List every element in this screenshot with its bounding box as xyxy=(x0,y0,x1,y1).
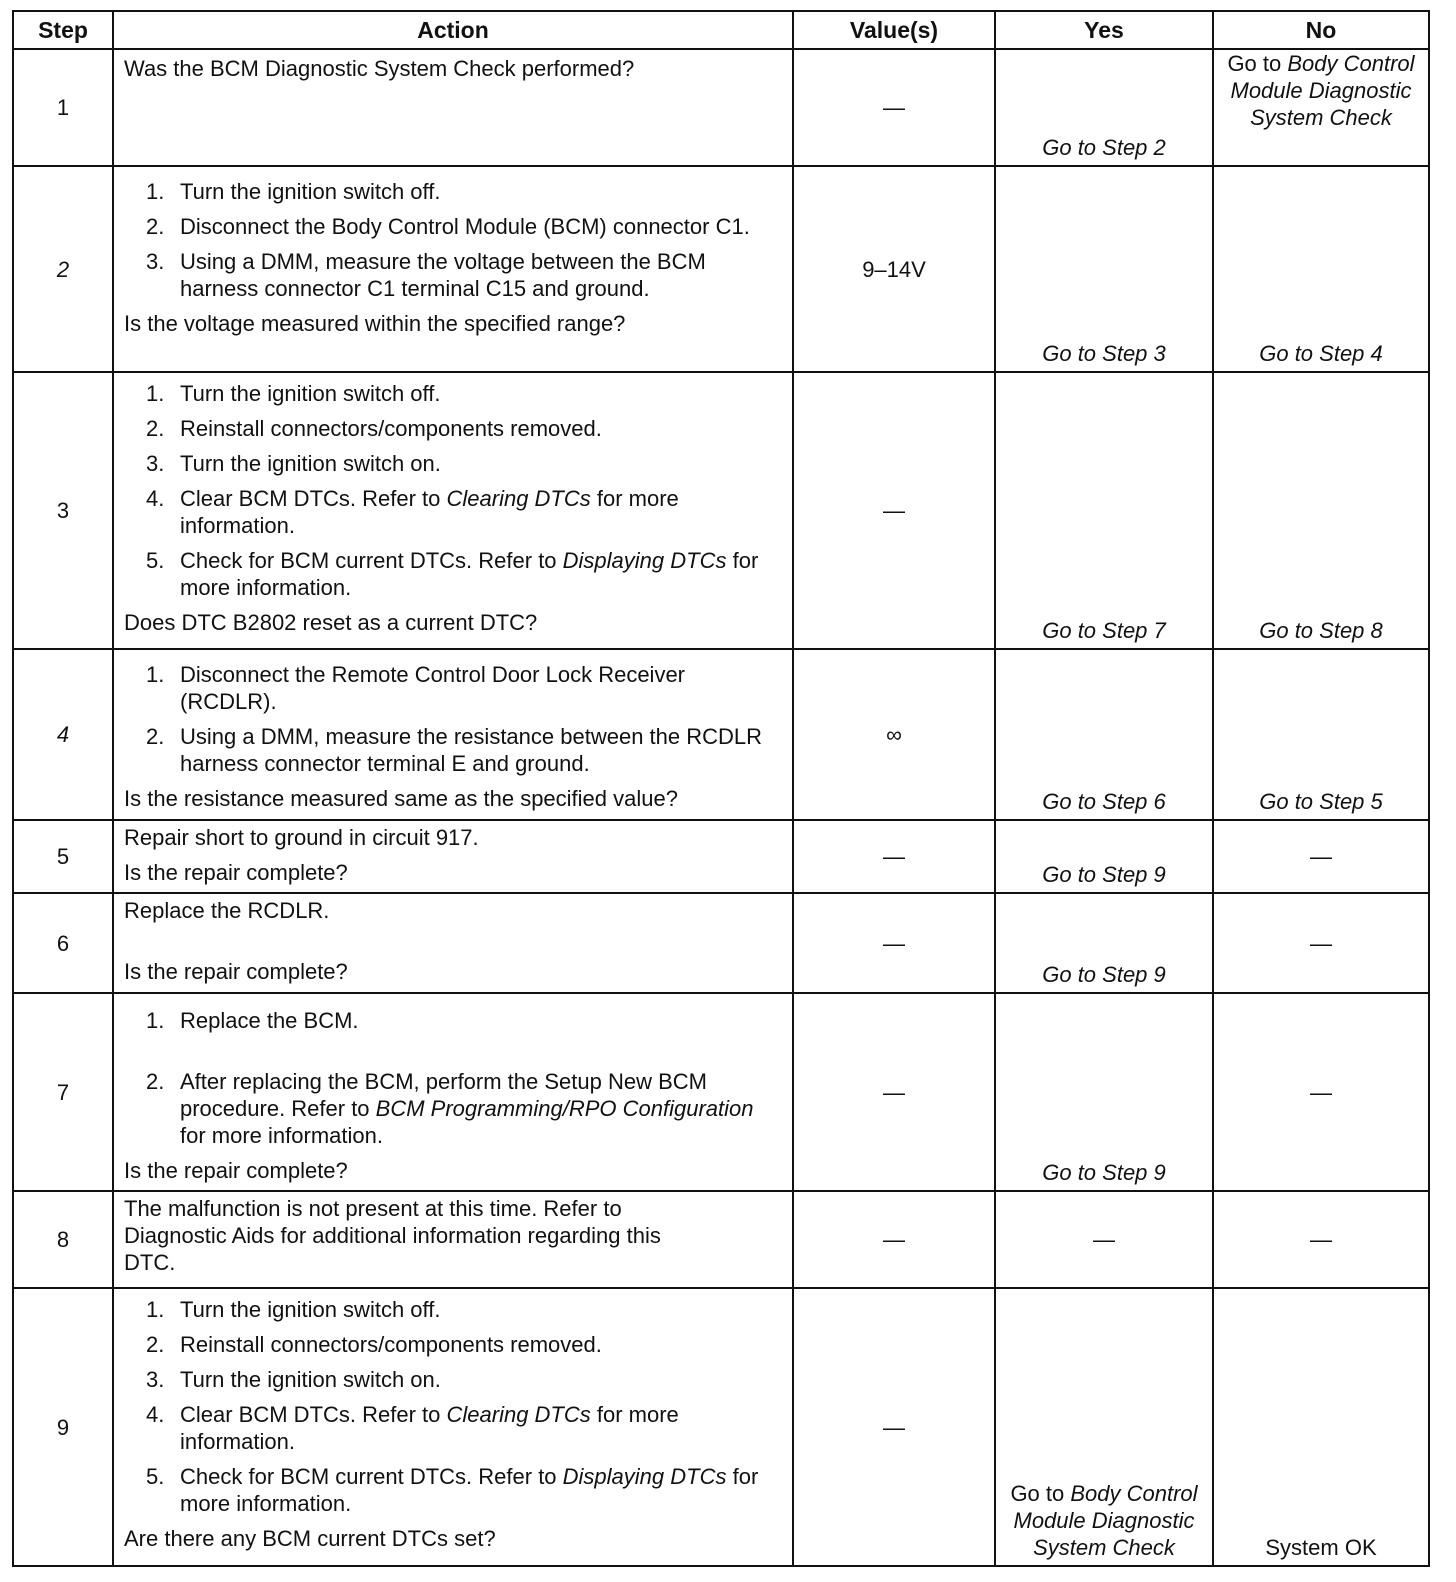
action-cell xyxy=(113,649,793,820)
yes-cell: Go to Step 7 xyxy=(995,372,1213,649)
no-cell: Go to Step 5 xyxy=(1213,649,1429,820)
table-row xyxy=(13,1191,1429,1288)
no-cell: — xyxy=(1213,1191,1429,1288)
yes-cell xyxy=(995,1288,1213,1566)
header-row xyxy=(13,11,1429,49)
yes-cell: Go to Step 3 xyxy=(995,166,1213,372)
list-item: 5. Check for BCM current DTCs. Refer to Displaying DTCs for more information. xyxy=(146,548,759,600)
list-item: 4. Clear BCM DTCs. Refer to Clearing DTCs for more information. xyxy=(146,486,679,538)
question-text: Is the resistance measured same as the specified value? xyxy=(124,786,678,811)
list-item: 2. Using a DMM, measure the resistance between the RCDLR harness connector terminal E and ground. xyxy=(146,724,763,776)
action-text: Was the BCM Diagnostic System Check performed? xyxy=(124,56,635,81)
list-item: 1. Disconnect the Remote Control Door Lock Receiver (RCDLR). xyxy=(146,662,686,714)
action-text: Replace the RCDLR. xyxy=(124,898,330,923)
list-item: 2. Reinstall connectors/components removed. xyxy=(146,1332,602,1357)
list-item: 3. Turn the ignition switch on. xyxy=(146,451,441,476)
table-row xyxy=(13,893,1429,993)
value-cell: ∞ xyxy=(793,649,995,820)
table-row xyxy=(13,820,1429,893)
yes-cell: Go to Step 9 xyxy=(995,893,1213,993)
table-row xyxy=(13,372,1429,649)
value-cell: — xyxy=(793,372,995,649)
yes-cell: Go to Step 9 xyxy=(995,820,1213,893)
value-cell: 9–14V xyxy=(793,166,995,372)
list-item: 3. Using a DMM, measure the voltage between the BCM harness connector C1 terminal C15 and ground. xyxy=(146,249,706,301)
list-item: 2. After replacing the BCM, perform the Setup New BCM procedure. Refer to BCM Programming/RPO Configuration for more information. xyxy=(146,1069,754,1148)
reference-link: Clearing DTCs xyxy=(446,1402,591,1427)
header-no: No xyxy=(1213,11,1429,49)
value-cell: — xyxy=(793,1288,995,1566)
action-cell xyxy=(113,166,793,372)
header-yes: Yes xyxy=(995,11,1213,49)
value-cell: — xyxy=(793,993,995,1191)
list-item: 4. Clear BCM DTCs. Refer to Clearing DTCs for more information. xyxy=(146,1402,679,1454)
header-action: Action xyxy=(113,11,793,49)
table-row xyxy=(13,993,1429,1191)
no-prefix: Go to xyxy=(1227,51,1288,76)
list-item: 3. Turn the ignition switch on. xyxy=(146,1367,441,1392)
table-row xyxy=(13,166,1429,372)
list-item: 1. Replace the BCM. xyxy=(146,1008,359,1033)
step-number: 4 xyxy=(13,649,113,820)
value-cell: — xyxy=(793,49,995,166)
yes-cell: Go to Step 6 xyxy=(995,649,1213,820)
reference-link: Displaying DTCs xyxy=(562,1464,727,1489)
yes-cell: — xyxy=(995,1191,1213,1288)
table-row xyxy=(13,649,1429,820)
procedure-list xyxy=(124,661,784,777)
procedure-list xyxy=(124,1296,784,1517)
header-step: Step xyxy=(13,11,113,49)
step-number: 8 xyxy=(13,1191,113,1288)
action-cell xyxy=(113,49,793,166)
value-cell: — xyxy=(793,1191,995,1288)
no-cell: — xyxy=(1213,893,1429,993)
step-number: 6 xyxy=(13,893,113,993)
no-cell: System OK xyxy=(1213,1288,1429,1566)
yes-cell: Go to Step 2 xyxy=(995,49,1213,166)
table-row xyxy=(13,49,1429,166)
question-text: Are there any BCM current DTCs set? xyxy=(124,1526,496,1551)
value-cell: — xyxy=(793,893,995,993)
list-item: 2. Reinstall connectors/components removed. xyxy=(146,416,602,441)
question-text: Is the repair complete? xyxy=(124,1158,348,1183)
list-item: 1. Turn the ignition switch off. xyxy=(146,179,441,204)
action-cell xyxy=(113,993,793,1191)
step-number: 3 xyxy=(13,372,113,649)
yes-cell: Go to Step 9 xyxy=(995,993,1213,1191)
reference-link: Clearing DTCs xyxy=(446,486,591,511)
action-cell xyxy=(113,820,793,893)
procedure-list xyxy=(124,178,784,302)
action-text: The malfunction is not present at this time. Refer to Diagnostic Aids for additional information regarding this DTC. xyxy=(124,1196,661,1275)
no-cell: Go to Step 8 xyxy=(1213,372,1429,649)
step-number: 7 xyxy=(13,993,113,1191)
question-text: Does DTC B2802 reset as a current DTC? xyxy=(124,610,538,635)
no-cell: Go to Step 4 xyxy=(1213,166,1429,372)
header-values: Value(s) xyxy=(793,11,995,49)
reference-link: BCM Programming/RPO Configuration xyxy=(375,1096,754,1121)
list-item: 1. Turn the ignition switch off. xyxy=(146,381,441,406)
action-cell xyxy=(113,372,793,649)
step-number: 1 xyxy=(13,49,113,166)
action-cell xyxy=(113,893,793,993)
action-cell xyxy=(113,1288,793,1566)
no-cell: — xyxy=(1213,820,1429,893)
list-item: 5. Check for BCM current DTCs. Refer to Displaying DTCs for more information. xyxy=(146,1464,759,1516)
no-ref: Body Control Module Diagnostic System Check xyxy=(1230,51,1415,130)
step-number: 2 xyxy=(13,166,113,372)
yes-prefix: Go to xyxy=(1010,1481,1071,1506)
yes-ref: Body Control Module Diagnostic System Check xyxy=(1013,1481,1198,1560)
no-cell: — xyxy=(1213,993,1429,1191)
procedure-list xyxy=(124,1007,784,1149)
diagnostic-table xyxy=(12,10,1430,1567)
table-row xyxy=(13,1288,1429,1566)
action-cell xyxy=(113,1191,793,1288)
list-item: 2. Disconnect the Body Control Module (BCM) connector C1. xyxy=(146,214,750,239)
list-item: 1. Turn the ignition switch off. xyxy=(146,1297,441,1322)
no-cell xyxy=(1213,49,1429,166)
value-cell: — xyxy=(793,820,995,893)
action-text: Repair short to ground in circuit 917. xyxy=(124,825,479,850)
reference-link: Displaying DTCs xyxy=(562,548,727,573)
question-text: Is the repair complete? xyxy=(124,959,348,984)
step-number: 5 xyxy=(13,820,113,893)
procedure-list xyxy=(124,380,784,601)
step-number: 9 xyxy=(13,1288,113,1566)
question-text: Is the repair complete? xyxy=(124,860,348,885)
question-text: Is the voltage measured within the specified range? xyxy=(124,311,626,336)
